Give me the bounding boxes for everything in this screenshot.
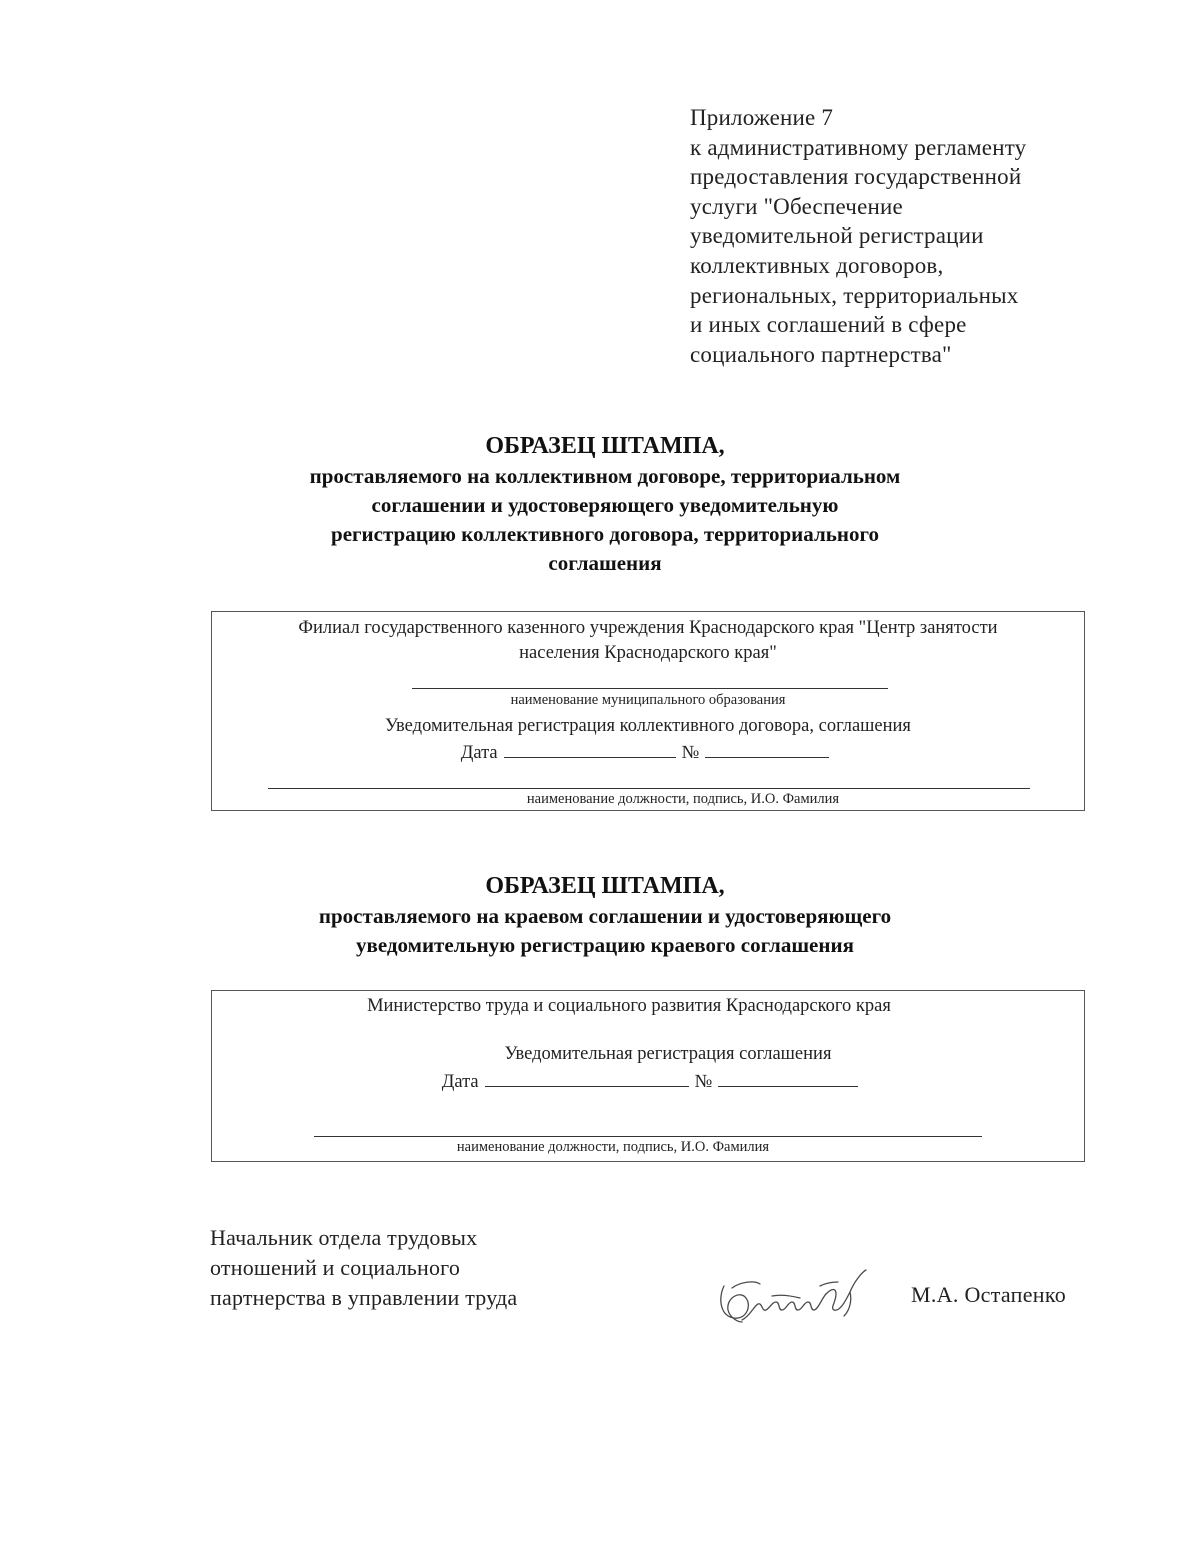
stamp1-signature-caption: наименование должности, подпись, И.О. Фамилия	[526, 791, 840, 807]
municipality-blank-line	[412, 688, 888, 689]
stamp2-subtitle-line: уведомительную регистрацию краевого соглашения	[356, 933, 854, 957]
signer-position-line: отношений и социального	[210, 1255, 461, 1280]
stamp1-signature-line	[268, 788, 1030, 789]
appendix-line: Приложение 7	[690, 105, 834, 130]
stamp2-signature-line	[314, 1136, 982, 1137]
signer-position	[210, 1223, 517, 1313]
stamp2-number-blank	[718, 1070, 858, 1087]
appendix-line: социального партнерства"	[690, 341, 952, 367]
handwritten-signature	[712, 1258, 887, 1330]
stamp2-date-label: Дата	[441, 1072, 479, 1092]
appendix-line: и иных соглашений в сфере	[690, 312, 967, 338]
stamp1-box	[211, 611, 1085, 811]
appendix-line: услуги "Обеспечение	[690, 193, 903, 219]
stamp2-org-line: Министерство труда и социального развития Краснодарского края	[367, 996, 891, 1016]
stamp1-org-line: населения Краснодарского края"	[519, 643, 777, 663]
stamp2-subtitle-line: проставляемого на краевом соглашении и удостоверяющего	[318, 904, 892, 928]
stamp1-title: ОБРАЗЕЦ ШТАМПА,	[485, 433, 725, 459]
stamp2-date-blank	[485, 1070, 689, 1087]
signer-position-line: партнерства в управлении труда	[210, 1285, 518, 1310]
appendix-line: предоставления государственной	[690, 164, 1022, 190]
stamp1-subtitle-line: соглашении и удостоверяющего уведомительную	[371, 493, 839, 517]
appendix-line: к административному регламенту	[690, 134, 1027, 160]
appendix-line: коллективных договоров,	[690, 252, 944, 278]
stamp1-heading	[200, 432, 1010, 578]
stamp1-registration-label: Уведомительная регистрация коллективного договора, соглашения	[385, 716, 911, 736]
appendix-line: уведомительной регистрации	[690, 223, 984, 249]
municipality-caption: наименование муниципального образования	[510, 692, 786, 708]
signer-position-line: Начальник отдела трудовых	[210, 1225, 478, 1250]
stamp1-number-blank	[705, 741, 829, 758]
stamp2-date-number-row	[212, 1070, 1084, 1093]
stamp1-subtitle-line: регистрацию коллективного договора, территориального	[331, 522, 879, 546]
stamp1-date-number-row	[212, 741, 1084, 764]
stamp2-box	[211, 990, 1085, 1162]
signer-name: М.А. Остапенко	[911, 1282, 1067, 1307]
stamp1-subtitle-line: соглашения	[548, 551, 662, 575]
appendix-line: региональных, территориальных	[690, 282, 1019, 308]
stamp2-title: ОБРАЗЕЦ ШТАМПА,	[485, 873, 725, 899]
stamp1-org-line: Филиал государственного казенного учреждения Краснодарского края "Центр занятости	[298, 618, 998, 638]
stamp2-signature-caption: наименование должности, подпись, И.О. Фамилия	[456, 1139, 770, 1155]
stamp2-number-label: №	[694, 1072, 713, 1092]
stamp1-subtitle-line: проставляемого на коллективном договоре, территориальном	[309, 464, 901, 488]
appendix-header	[690, 103, 1110, 369]
stamp2-registration-label: Уведомительная регистрация соглашения	[504, 1044, 832, 1064]
stamp1-date-blank	[504, 741, 676, 758]
stamp1-date-label: Дата	[460, 743, 498, 763]
stamp2-heading	[200, 872, 1010, 960]
stamp1-number-label: №	[681, 743, 700, 763]
